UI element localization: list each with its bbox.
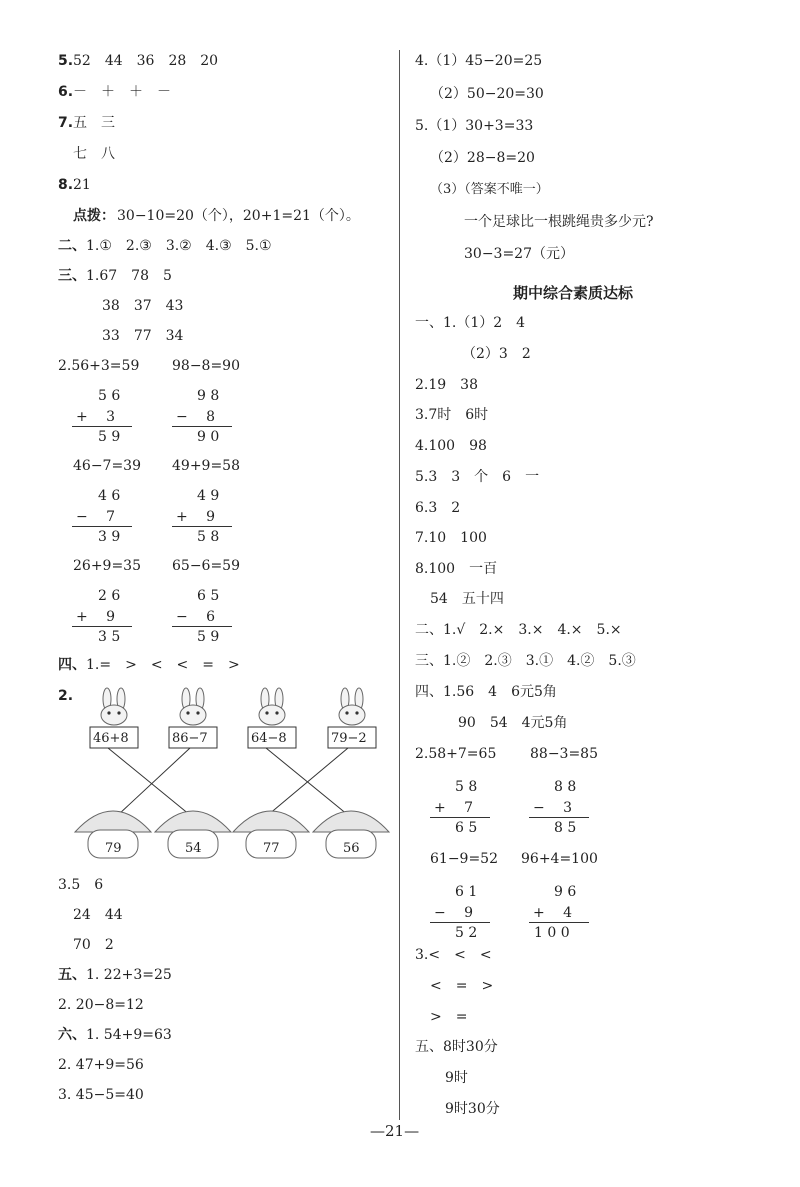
mushroom-label-1: 79 <box>105 841 122 856</box>
wcalc2-top: 8 8 <box>554 779 577 795</box>
match-line-1 <box>108 748 190 815</box>
vcalc6-op: − 6 <box>176 609 216 625</box>
vcalc4-op: + 9 <box>176 509 216 525</box>
wcalc4-top: 9 6 <box>554 884 577 900</box>
s4-2-head: 2.58+7=65 <box>415 746 497 762</box>
sec2-label: 二、 <box>58 238 86 254</box>
wcalc1-result: 6 5 <box>455 820 478 836</box>
s5-b: 9时 <box>445 1070 468 1086</box>
q3-row1: 3.5 6 <box>58 877 104 893</box>
s4-2-headb: 88−3=85 <box>530 746 598 762</box>
q6-answers: － ＋ ＋ － <box>73 84 171 100</box>
r5-question: 一个足球比一根跳绳贵多少元? <box>464 214 654 230</box>
s1-8: 8.100 一百 <box>415 561 498 577</box>
s1-7: 7.10 100 <box>415 530 487 546</box>
s4-1b: 90 54 4元5角 <box>458 715 568 731</box>
s1-4: 4.100 98 <box>415 438 487 454</box>
s4-1: 四、1.56 4 6元5角 <box>415 684 557 700</box>
wcalc3-top: 6 1 <box>455 884 478 900</box>
mushroom-label-2: 54 <box>185 841 202 856</box>
q3-row3: 70 2 <box>73 937 114 953</box>
sec4-label: 四、 <box>58 657 86 673</box>
wcalc2-rule <box>529 817 589 818</box>
sec6-answer2: 2. 47+9=56 <box>58 1057 144 1073</box>
wcalc2-result: 8 5 <box>554 820 577 836</box>
wcalc2-op: − 3 <box>533 800 573 816</box>
q7-answer-b: 七 八 <box>73 146 115 162</box>
vcalc5-top: 2 6 <box>98 588 121 604</box>
vcalc3-op: − 7 <box>76 509 116 525</box>
s4-3c: > = <box>430 1009 468 1025</box>
sec3-label: 三、 <box>58 268 86 284</box>
s1-1b: （2）3 2 <box>462 346 531 362</box>
s4-2-head2: 61−9=52 <box>430 851 498 867</box>
sec3-row3: 33 77 34 <box>102 328 184 344</box>
calc-head-2b: 49+9=58 <box>172 458 240 474</box>
sec2-answers: 1.① 2.③ 3.② 4.③ 5.① <box>86 238 272 254</box>
sec6-answer3: 3. 45−5=40 <box>58 1087 144 1103</box>
r5-2: （2）28−8=20 <box>430 150 535 166</box>
calc-head-1b: 98−8=90 <box>172 358 240 374</box>
s1-6: 6.3 2 <box>415 500 461 516</box>
vcalc3-top: 4 6 <box>98 488 121 504</box>
vcalc2-op: − 8 <box>176 409 216 425</box>
vcalc3-result: 3 9 <box>98 529 121 545</box>
calc-head-3: 26+9=35 <box>73 558 141 574</box>
rabbit-label-2: 86−7 <box>172 731 208 746</box>
sec6-answer1: 1. 54+9=63 <box>86 1027 172 1043</box>
wcalc3-op: − 9 <box>434 905 474 921</box>
s1-8b: 54 五十四 <box>430 591 504 607</box>
r4-2: （2）50−20=30 <box>430 86 544 102</box>
hint-text: 30−10=20（个），20+1=21（个）。 <box>117 208 360 224</box>
calc-head-1: 2.56+3=59 <box>58 358 140 374</box>
sec3-row2: 38 37 43 <box>102 298 184 314</box>
q8-number: 8. <box>58 177 74 193</box>
s1-3: 3.7时 6时 <box>415 407 489 423</box>
hint-label: 点拨： <box>73 208 115 224</box>
vcalc2-result: 9 0 <box>197 429 220 445</box>
vcalc1-result: 5 9 <box>98 429 121 445</box>
q7-number: 7. <box>58 115 74 131</box>
rabbit-label-1: 46+8 <box>93 731 129 746</box>
s3: 三、1.② 2.③ 3.① 4.② 5.③ <box>415 653 636 669</box>
section-title: 期中综合素质达标 <box>513 284 634 302</box>
wcalc4-rule <box>529 922 589 923</box>
r5-1: 5.（1）30+3=33 <box>415 118 534 134</box>
s1-1: 一、1.（1）2 4 <box>415 315 526 331</box>
calc-head-3b: 65−6=59 <box>172 558 240 574</box>
s1-5: 5.3 3 个 6 一 <box>415 469 540 485</box>
s4-3a: 3.< < < <box>415 947 492 963</box>
sec5-answer2: 2. 20−8=12 <box>58 997 144 1013</box>
vcalc4-top: 4 9 <box>197 488 220 504</box>
page-number: —21— <box>370 1122 420 1140</box>
vcalc5-op: + 9 <box>76 609 116 625</box>
rabbit-label-3: 64−8 <box>251 731 287 746</box>
vcalc1-top: 5 6 <box>98 388 121 404</box>
q3-row2: 24 44 <box>73 907 123 923</box>
vcalc4-result: 5 8 <box>197 529 220 545</box>
q8-answer: 21 <box>73 177 91 193</box>
calc-head-2: 46−7=39 <box>73 458 141 474</box>
s2: 二、1.√ 2.× 3.× 4.× 5.× <box>415 622 622 638</box>
s5-c: 9时30分 <box>445 1101 500 1117</box>
wcalc1-op: + 7 <box>434 800 474 816</box>
wcalc4-op: + 4 <box>533 905 573 921</box>
wcalc3-result: 5 2 <box>455 925 478 941</box>
vcalc2-top: 9 8 <box>197 388 220 404</box>
vcalc6-result: 5 9 <box>197 629 220 645</box>
wcalc4-result: 1 0 0 <box>534 925 570 941</box>
sec3-row1: 1.67 78 5 <box>86 268 172 284</box>
mushroom-label-4: 56 <box>343 841 360 856</box>
q5-answers: 52 44 36 28 20 <box>73 53 219 69</box>
sec5-label: 五、 <box>58 967 86 983</box>
r5-answer: 30−3=27（元） <box>464 246 574 262</box>
r5-3: （3）（答案不唯一） <box>430 182 549 197</box>
q6-number: 6. <box>58 84 74 100</box>
q7-answer-a: 五 三 <box>73 115 115 131</box>
sec6-label: 六、 <box>58 1027 86 1043</box>
mushroom-label-3: 77 <box>263 841 280 856</box>
s5-a: 五、8时30分 <box>415 1039 498 1055</box>
wcalc3-rule <box>430 922 490 923</box>
s1-2: 2.19 38 <box>415 377 478 393</box>
q5-number: 5. <box>58 53 74 69</box>
rabbit-label-4: 79−2 <box>331 731 367 746</box>
vcalc5-result: 3 5 <box>98 629 121 645</box>
vcalc1-op: + 3 <box>76 409 116 425</box>
wcalc1-top: 5 8 <box>455 779 478 795</box>
vcalc6-top: 6 5 <box>197 588 220 604</box>
match-line-2 <box>118 748 190 815</box>
r4-1: 4.（1）45−20=25 <box>415 53 543 69</box>
sec5-answer1: 1. 22+3=25 <box>86 967 172 983</box>
sec4-answers: 1.= > < < = > <box>86 657 240 673</box>
q2-label: 2. <box>58 688 74 704</box>
s4-2-head2b: 96+4=100 <box>521 851 598 867</box>
s4-3b: < = > <box>430 978 494 994</box>
wcalc1-rule <box>430 817 490 818</box>
